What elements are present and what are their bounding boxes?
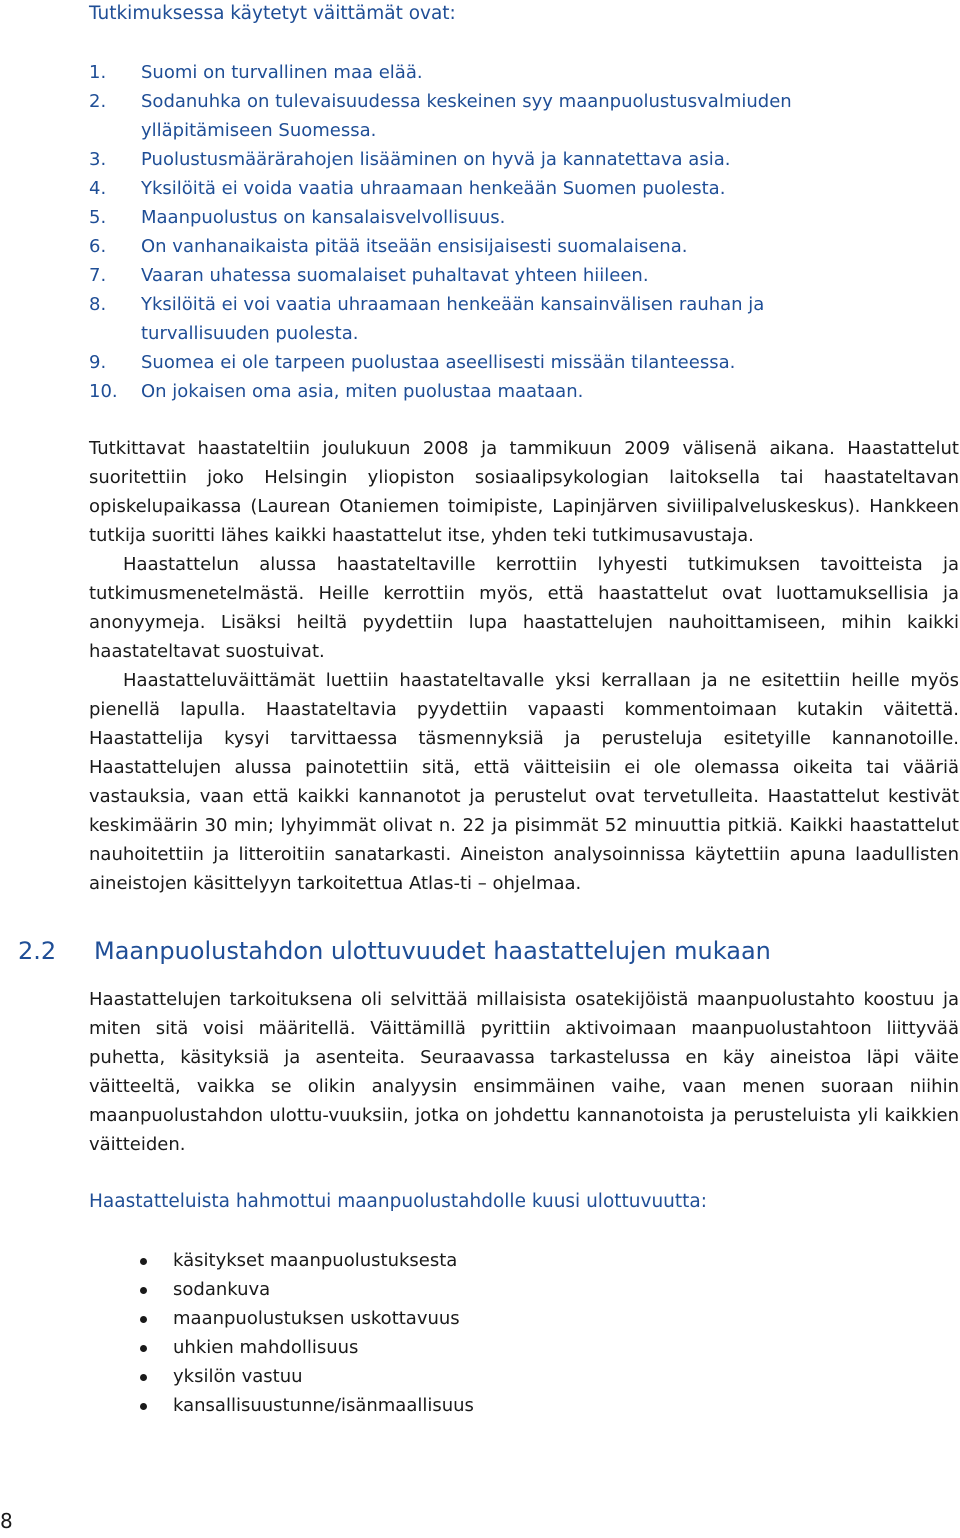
section-number: 2.2 bbox=[18, 937, 57, 965]
dimension-item bbox=[140, 1362, 474, 1391]
dimension-text: yksilön vastuu bbox=[173, 1366, 303, 1387]
claim-item bbox=[89, 145, 849, 174]
page-number: 8 bbox=[0, 1509, 13, 1533]
bullet-icon bbox=[140, 1316, 147, 1323]
section-title: Maanpuolustahdon ulottuvuudet haastattelujen mukaan bbox=[94, 937, 771, 965]
section-heading bbox=[18, 936, 771, 966]
dimensions-list bbox=[140, 1246, 474, 1420]
claim-number: 6. bbox=[89, 236, 107, 257]
claim-text: Sodanuhka on tulevaisuudessa keskeinen syy maanpuolustusvalmiuden ylläpitämiseen Suomessa. bbox=[141, 91, 792, 141]
claim-item bbox=[89, 87, 849, 145]
method-description bbox=[89, 434, 959, 898]
claim-item bbox=[89, 290, 849, 348]
claim-text: Suomi on turvallinen maa elää. bbox=[141, 62, 423, 83]
claims-heading: Tutkimuksessa käytetyt väittämät ovat: bbox=[89, 3, 456, 24]
method-paragraph: Haastattelun alussa haastateltaville kerrottiin lyhyesti tutkimuksen tavoitteista ja tutkimusmenetelmästä. Heille kerrottiin myös, että haastattelut ovat luottamuksellisia ja anonyymeja. Lisäksi heiltä pyydettiin lupa haastattelujen nauhoittamiseen, mihin kaikki haastateltavat suostuivat. bbox=[89, 554, 959, 662]
claim-item bbox=[89, 377, 849, 406]
dimension-text: kansallisuustunne/isänmaallisuus bbox=[173, 1395, 474, 1416]
claim-text: Yksilöitä ei voi vaatia uhraamaan henkeään kansainvälisen rauhan ja turvallisuuden puolesta. bbox=[141, 294, 765, 344]
dimension-item bbox=[140, 1246, 474, 1275]
section-body bbox=[89, 985, 959, 1159]
method-paragraph: Haastatteluväittämät luettiin haastateltavalle yksi kerrallaan ja ne esitettiin heille myös pienellä lapulla. Haastateltavia pyydettiin vapaasti kommentoimaan kutakin väitettä. Haastattelija kysyi tarvittaessa täsmennyksiä ja perusteluja esitetyille kannanotoille. Haastattelujen alussa painotettiin sitä, että väitteisiin ei ole olemassa oikeita tai vääriä vastauksia, vaan että kaikki kannanotot ja perustelut ovat tervetulleita. Haastattelut kestivät keskimäärin 30 min; lyhyimmät olivat n. 22 ja pisimmät 52 minuuttia pitkiä. Kaikki haastattelut nauhoitettiin ja litteroitiin sanatarkasti. Aineiston analysoinnissa käytettiin apuna laadullisten aineistojen käsittelyyn tarkoitettua Atlas-ti – ohjelmaa. bbox=[89, 670, 959, 894]
claim-text: Maanpuolustus on kansalaisvelvollisuus. bbox=[141, 207, 506, 228]
claim-item bbox=[89, 203, 849, 232]
dimension-item bbox=[140, 1275, 474, 1304]
claim-text: Suomea ei ole tarpeen puolustaa aseellisesti missään tilanteessa. bbox=[141, 352, 736, 373]
dimension-text: uhkien mahdollisuus bbox=[173, 1337, 359, 1358]
bullet-icon bbox=[140, 1258, 147, 1265]
claim-item bbox=[89, 348, 849, 377]
dimension-text: maanpuolustuksen uskottavuus bbox=[173, 1308, 460, 1329]
method-paragraph: Tutkittavat haastateltiin joulukuun 2008 ja tammikuun 2009 välisenä aikana. Haastattelut suoritettiin joko Helsingin yliopiston sosiaalipsykologian laitoksella tai haastateltavan opiskelupaikassa (Laurean Otaniemen toimipiste, Lapinjärven siviilipalveluskeskus). Hankkeen tutkija suoritti lähes kaikki haastattelut itse, yhden teki tutkimusavustaja. bbox=[89, 438, 959, 546]
bullet-icon bbox=[140, 1403, 147, 1410]
dimension-item bbox=[140, 1391, 474, 1420]
bullet-icon bbox=[140, 1345, 147, 1352]
claim-text: On vanhanaikaista pitää itseään ensisijaisesti suomalaisena. bbox=[141, 236, 688, 257]
claim-number: 2. bbox=[89, 91, 107, 112]
claim-item bbox=[89, 174, 849, 203]
section-paragraph: Haastattelujen tarkoituksena oli selvittää millaisista osatekijöistä maanpuolustahto koostuu ja miten sitä voisi määritellä. Väittämillä pyrittiin aktivoimaan maanpuolustahtoon liittyvää puhetta, käsityksiä ja asenteita. Seuraavassa tarkastelussa en käy aineistoa läpi väite väitteeltä, vaikka se olikin analyysin ensimmäinen vaihe, vaan menen suoraan niihin maanpuolustahdon ulottu-vuuksiin, jotka on johdettu kannanotoista ja perusteluista yli kaikkien väitteiden. bbox=[89, 989, 959, 1155]
dimension-item bbox=[140, 1333, 474, 1362]
claim-number: 7. bbox=[89, 265, 107, 286]
claim-number: 10. bbox=[89, 381, 118, 402]
dimension-text: käsitykset maanpuolustuksesta bbox=[173, 1250, 458, 1271]
claim-item bbox=[89, 232, 849, 261]
claim-number: 9. bbox=[89, 352, 107, 373]
claim-number: 5. bbox=[89, 207, 107, 228]
claim-number: 8. bbox=[89, 294, 107, 315]
claim-text: Yksilöitä ei voida vaatia uhraamaan henkeään Suomen puolesta. bbox=[141, 178, 726, 199]
bullet-icon bbox=[140, 1287, 147, 1294]
claim-item bbox=[89, 261, 849, 290]
dimensions-heading: Haastatteluista hahmottui maanpuolustahdolle kuusi ulottuvuutta: bbox=[89, 1191, 707, 1212]
dimension-text: sodankuva bbox=[173, 1279, 271, 1300]
claim-item bbox=[89, 58, 849, 87]
claim-text: Puolustusmäärärahojen lisääminen on hyvä ja kannatettava asia. bbox=[141, 149, 731, 170]
claim-number: 1. bbox=[89, 62, 107, 83]
claim-text: On jokaisen oma asia, miten puolustaa maataan. bbox=[141, 381, 584, 402]
claim-text: Vaaran uhatessa suomalaiset puhaltavat yhteen hiileen. bbox=[141, 265, 649, 286]
dimension-item bbox=[140, 1304, 474, 1333]
claim-number: 4. bbox=[89, 178, 107, 199]
claim-number: 3. bbox=[89, 149, 107, 170]
claims-list bbox=[89, 58, 849, 406]
bullet-icon bbox=[140, 1374, 147, 1381]
